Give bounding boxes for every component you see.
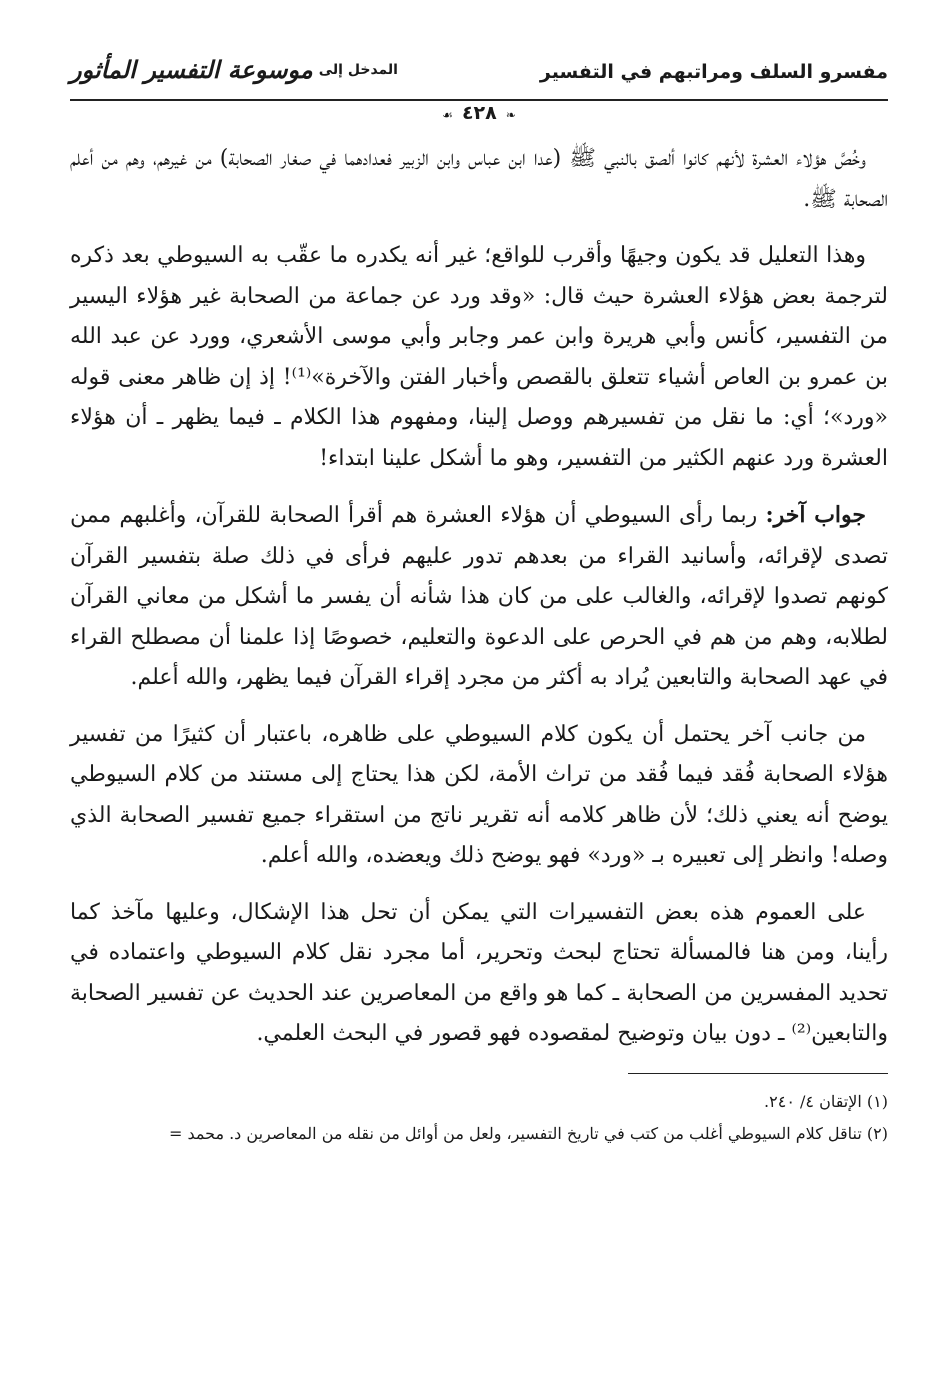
body-text	[70, 139, 888, 1055]
paragraph-text: وهذا التعليل قد يكون وجيهًا وأقرب للواقع؛ غير أنه يكدره ما عقّب به السيوطي بعد ذكره لترجمة بعض هؤلاء العشرة حيث قال: «وقد ورد عن جماعة من الصحابة غير هؤلاء اليسير من التفسير، كأنس وأبي هريرة وابن عمر وجابر وأبي موسى الأشعري، وورد عن عبد الله بن عمرو بن العاص أشياء تتعلق بالقصص وأخبار الفتن والآخرة»⁽¹⁾! إذ إن ظاهر معنى قوله «ورد»؛ أي: ما نقل من تفسيرهم ووصل إلينا، ومفهوم هذا الكلام ـ فيما يظهر ـ أن هؤلاء العشرة ورد عنهم الكثير من التفسير، وهو ما أشكل علينا ابتداء!	[70, 243, 888, 471]
page-number-row	[70, 101, 888, 127]
page-number: ٤٢٨	[461, 102, 497, 124]
paragraph	[70, 715, 888, 877]
paragraph-text: وخُصَّ هؤلاء العشرة لأنهم كانوا ألصق بالنبي ﷺ (عدا ابن عباس وابن الزبير فعدادهما في صغار الصحابة) من غيرهم، وهم من أعلم الصحابة ﷺ.	[70, 146, 888, 212]
ornament-icon: ❧	[505, 107, 516, 122]
chapter-title: مفسرو السلف ومراتبهم في التفسير	[539, 61, 888, 83]
book-logo: موسوعة التفسير المأثور	[70, 55, 313, 84]
book-page	[70, 55, 888, 1150]
paragraph	[70, 139, 888, 220]
paragraph-text: على العموم هذه بعض التفسيرات التي يمكن أن تحل هذا الإشكال، وعليها مآخذ كما رأينا، ومن هنا فالمسألة تحتاج لبحث وتحرير، أما مجرد نقل كلام السيوطي واعتماده في تحديد المفسرين من الصحابة ـ كما هو واقع من المعاصرين عند الحديث عن تفسير الصحابة والتابعين⁽²⁾ ـ دون بيان وتوضيح لمقصوده فهو قصور في البحث العلمي.	[70, 899, 888, 1046]
paragraph-text: من جانب آخر يحتمل أن يكون كلام السيوطي على ظاهره، باعتبار أن كثيرًا من تفسير هؤلاء الصحابة فُقد فيما فُقد من تراث الأمة، لكن هذا يحتاج إلى مستند من كلام السيوطي يوضح أنه يعني ذلك؛ لأن ظاهر كلامه أنه تقرير ناتج من استقراء جميع تفسير الصحابة الذي وصله! وانظر إلى تعبيره بـ «ورد» فهو يوضح ذلك ويعضده، والله أعلم.	[70, 721, 888, 868]
footnote: (١) الإتقان ٤/ ٢٤٠.	[764, 1091, 888, 1111]
book-title	[70, 55, 398, 84]
running-header	[70, 55, 888, 97]
book-prefix: المدخل إلى	[318, 61, 398, 78]
paragraph	[70, 495, 888, 699]
ornament-icon: ☙	[442, 107, 453, 122]
paragraph	[70, 893, 888, 1055]
paragraph-lead: جواب آخر:	[765, 502, 867, 528]
paragraph-text: ربما رأى السيوطي أن هؤلاء العشرة هم أقرأ الصحابة للقرآن، وأغلبهم ممن تصدى لإقرائه، وأسانيد القراء من بعدهم تدور عليهم فرأى في ذلك صلة بتفسير القرآن كونهم تصدوا لإقرائه، والغالب على من كان هذا شأنه أن يفسر ما أشكل من معاني القرآن لطلابه، وهم من هم في الحرص على الدعوة والتعليم، خصوصًا إذا علمنا أن مصطلح القراء في عهد الصحابة والتابعين يُراد به أكثر من مجرد إقراء القرآن فيما يظهر، والله أعلم.	[70, 503, 888, 690]
footnote: (٢) تناقل كلام السيوطي أغلب من كتب في تاريخ التفسير، ولعل من أوائل من نقله من المعاصرين د. محمد =	[168, 1123, 888, 1143]
footnote-rule	[628, 1073, 888, 1074]
paragraph	[70, 236, 888, 479]
